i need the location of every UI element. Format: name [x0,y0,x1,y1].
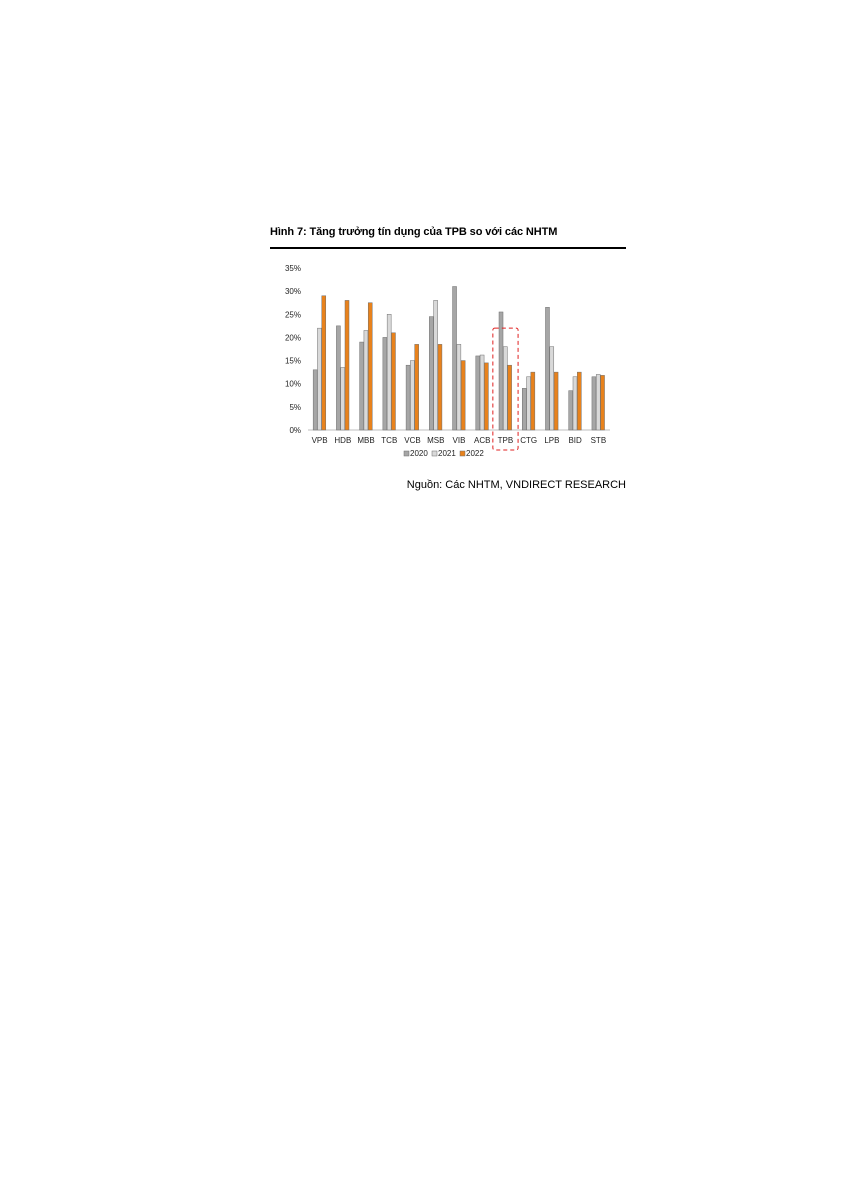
x-tick-label: TPB [497,436,514,445]
bar-2021-tcb [387,314,391,430]
y-tick-label: 5% [289,402,301,412]
figure [270,222,627,497]
x-tick-label: LPB [544,436,560,445]
bar-2022-tpb [508,365,512,430]
bar-2021-ctg [527,377,531,430]
legend-label-2022: 2022 [466,449,484,458]
bar-2022-vib [461,361,465,430]
bar-2020-mbb [360,342,364,430]
legend-swatch-2022 [460,451,465,456]
bar-2021-vpb [317,328,321,430]
figure-title: Hình 7: Tăng trưởng tín dụng của TPB so với các NHTM [270,226,558,238]
bar-2020-tcb [383,337,387,430]
bar-2020-bid [569,391,573,430]
x-tick-label: MBB [357,436,375,445]
bar-2022-vcb [415,344,419,430]
title-divider [270,247,626,249]
bar-2021-bid [573,377,577,430]
x-tick-label: HDB [334,436,352,445]
y-tick-label: 15% [284,356,301,366]
bar-2020-acb [476,356,480,430]
bar-2021-vib [457,344,461,430]
bar-2022-acb [484,363,488,430]
x-tick-label: STB [590,436,607,445]
x-tick-label: TCB [381,436,398,445]
bar-2020-tpb [499,312,503,430]
source-note: Nguồn: Các NHTM, VNDIRECT RESEARCH [406,479,626,491]
y-tick-label: 25% [284,310,301,320]
bar-2020-ctg [522,388,526,430]
bar-2021-stb [596,374,600,430]
bar-2022-lpb [554,372,558,430]
bar-2022-msb [438,344,442,430]
x-tick-label: ACB [474,436,491,445]
y-tick-label: 0% [289,426,301,435]
bar-2022-hdb [345,300,349,430]
bar-2021-mbb [364,330,368,430]
bar-2022-mbb [368,303,372,430]
bar-2020-hdb [336,326,340,430]
x-tick-label: MSB [427,436,445,445]
bar-2020-msb [429,317,433,430]
legend-swatch-2020 [404,451,409,456]
x-tick-label: VCB [404,436,421,445]
y-tick-label: 30% [284,287,301,297]
x-tick-label: VIB [452,436,466,445]
bar-2021-tpb [503,347,507,430]
bar-2022-stb [601,375,605,430]
bar-2022-vpb [322,296,326,430]
bar-2020-vpb [313,370,317,430]
bar-2020-vib [453,287,457,430]
bar-2020-lpb [545,307,549,430]
bar-2022-tcb [391,333,395,430]
bar-2020-stb [592,377,596,430]
legend-label-2020: 2020 [410,449,428,458]
y-tick-label: 20% [284,333,301,343]
y-tick-label: 10% [284,379,301,389]
bar-2021-vcb [410,361,414,430]
bar-2022-bid [577,372,581,430]
bar-2022-ctg [531,372,535,430]
legend-label-2021: 2021 [438,449,456,458]
bar-2021-lpb [550,347,554,430]
x-tick-label: BID [568,436,582,445]
x-tick-label: VPB [311,436,328,445]
legend-swatch-2021 [432,451,437,456]
bar-2021-acb [480,355,484,430]
bar-2021-msb [434,300,438,430]
bar-2021-hdb [341,368,345,430]
y-tick-label: 35% [284,264,301,273]
x-tick-label: CTG [520,436,538,445]
bar-2020-vcb [406,365,410,430]
bar-chart [270,252,627,472]
